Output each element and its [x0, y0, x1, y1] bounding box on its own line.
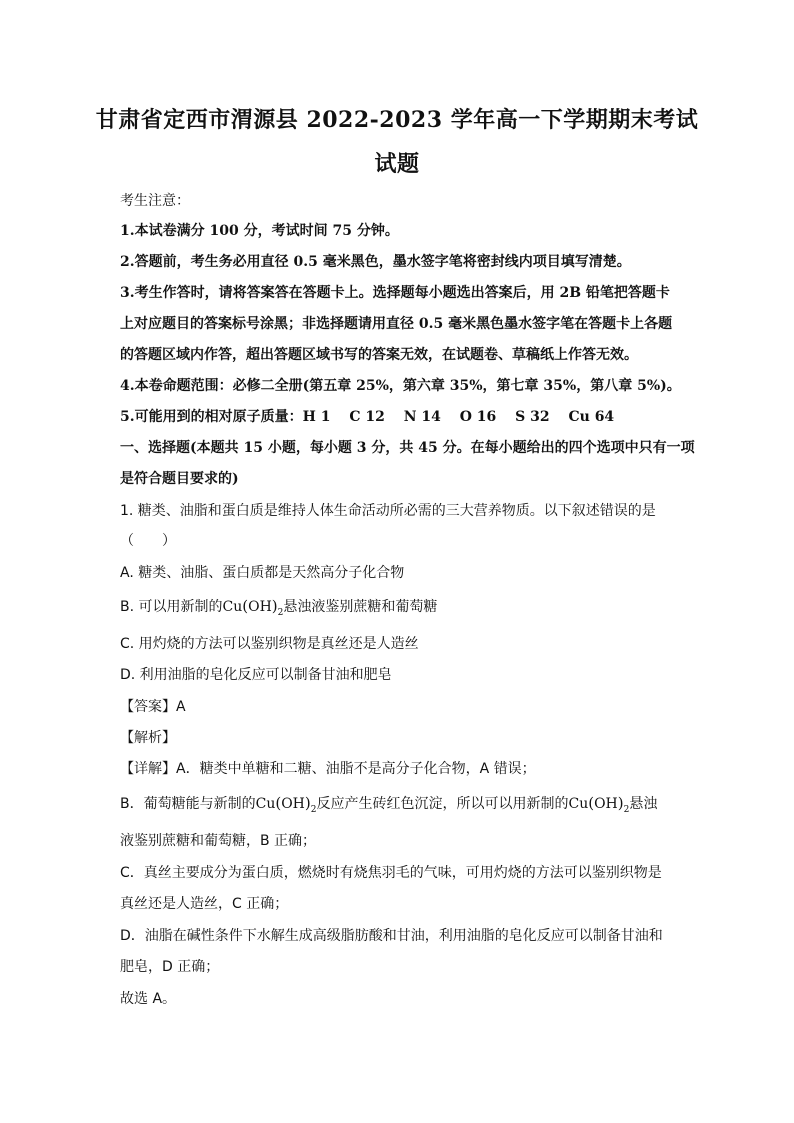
detail-d-line2: 肥皂，D 正确；: [120, 959, 220, 975]
notice-item-3-line3: 的答题区域内作答，超出答题区域书写的答案无效，在试题卷、草稿纸上作答无效。: [120, 347, 638, 363]
notice-item-1: 1.本试卷满分 100 分，考试时间 75 分钟。: [120, 223, 399, 239]
page-title-line2: 试题: [374, 151, 420, 177]
conclusion: 故选 A。: [120, 991, 177, 1007]
notice-heading: 考生注意：: [120, 193, 190, 209]
detail-c-line1: C．真丝主要成分为蛋白质，燃烧时有烧焦羽毛的气味，可用灼烧的方法可以鉴别织物是: [120, 865, 662, 881]
question-1-blank: （ ）: [120, 533, 176, 549]
analysis-label: 【解析】: [120, 730, 176, 746]
cu-oh2-formula: $Cu(OH)_2$: [255, 794, 317, 815]
option-b-prefix: B. 可以用新制的: [120, 599, 223, 615]
cu-oh2-formula: $Cu(OH)_2$: [568, 794, 630, 815]
question-1-stem: 1. 糖类、油脂和蛋白质是维持人体生命活动所必需的三大营养物质。以下叙述错误的是: [120, 503, 656, 519]
page-title-line1: 甘肃省定西市渭源县 2022-2023 学年高一下学期期末考试: [95, 107, 699, 133]
question-1-option-b: [120, 596, 437, 618]
question-1-option-d: D. 利用油脂的皂化反应可以制备甘油和肥皂: [120, 667, 392, 683]
notice-item-2: 2.答题前，考生务必用直径 0.5 毫米黑色，墨水签字笔将密封线内项目填写清楚。: [120, 254, 631, 270]
detail-a: 【详解】A．糖类中单糖和二糖、油脂不是高分子化合物，A 错误；: [120, 761, 536, 777]
section-heading-line2: 是符合题目要求的): [120, 471, 239, 487]
notice-item-4: 4.本卷命题范围：必修二全册(第五章 25%，第六章 35%，第七章 35%，第八章 5%)。: [120, 378, 681, 394]
question-1-option-a: A. 糖类、油脂、蛋白质都是天然高分子化合物: [120, 565, 405, 581]
notice-item-5: 5.可能用到的相对原子质量：H 1 C 12 N 14 O 16 S 32 Cu 64: [120, 409, 615, 425]
detail-d-line1: D．油脂在碱性条件下水解生成高级脂肪酸和甘油，利用油脂的皂化反应可以制备甘油和: [120, 928, 663, 944]
notice-item-3-line2: 上对应题目的答案标号涂黑；非选择题请用直径 0.5 毫米黑色墨水签字笔在答题卡上各题: [120, 316, 673, 332]
notice-item-3-line1: 3.考生作答时，请将答案答在答题卡上。选择题每小题选出答案后，用 2B 铅笔把答题卡: [120, 285, 670, 301]
detail-b-line1: B．葡萄糖能与新制的$Cu(OH)_2$反应产生砖红色沉淀，所以可以用新制的$Cu(OH)_2$悬浊: [120, 794, 658, 815]
answer-label: 【答案】A: [120, 699, 186, 715]
cu-oh2-formula: $Cu(OH)_2$: [222, 597, 284, 618]
detail-b-line2: 液鉴别蔗糖和葡萄糖，B 正确；: [120, 833, 317, 849]
option-b-suffix: 悬浊液鉴别蔗糖和葡萄糖: [283, 599, 438, 615]
section-heading-line1: 一、选择题(本题共 15 小题，每小题 3 分，共 45 分。在每小题给出的四个选项中只有一项: [120, 440, 695, 456]
detail-c-line2: 真丝还是人造丝，C 正确；: [120, 896, 289, 912]
question-1-option-c: C. 用灼烧的方法可以鉴别织物是真丝还是人造丝: [120, 636, 419, 652]
